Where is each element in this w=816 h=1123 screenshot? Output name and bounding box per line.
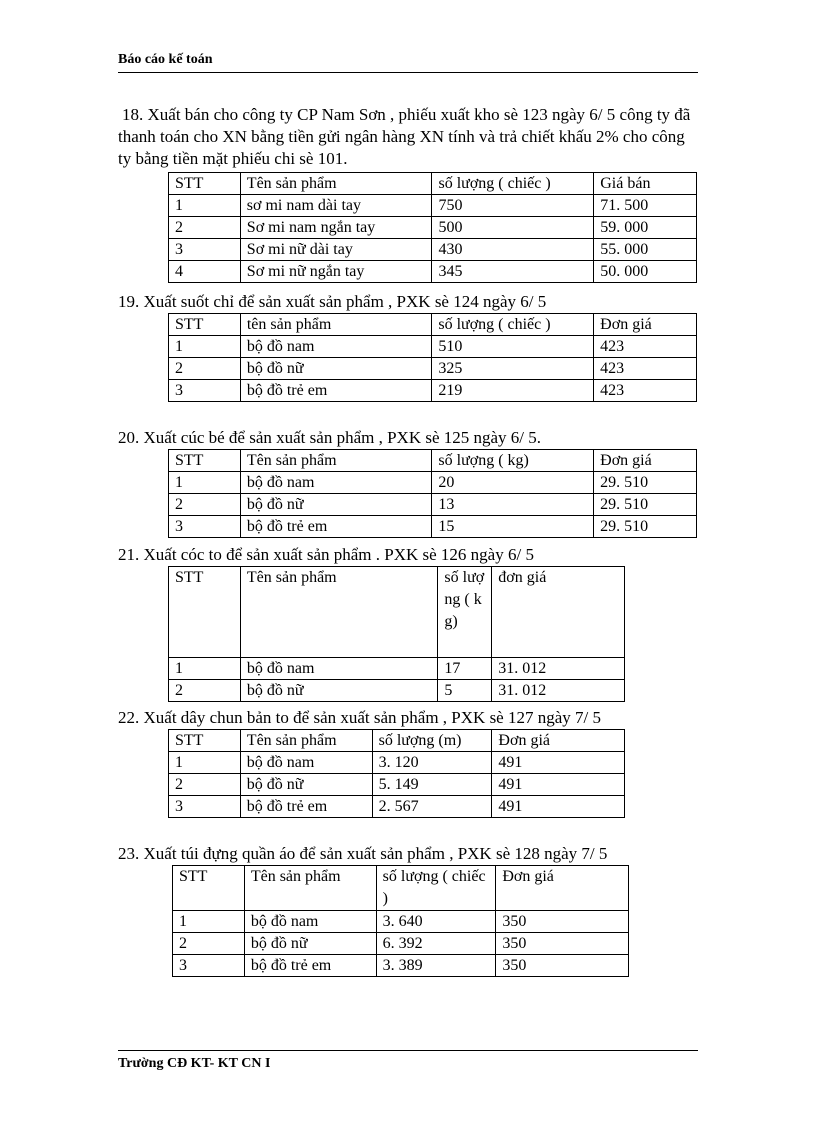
table-header-row: [169, 314, 697, 336]
cell: bộ đồ nam: [240, 472, 432, 494]
table-23: [172, 865, 629, 977]
cell: 59. 000: [594, 217, 697, 239]
header-cell: Tên sản phẩm: [240, 450, 432, 472]
cell: 500: [432, 217, 594, 239]
header-cell: Đơn giá: [594, 314, 697, 336]
cell: 20: [432, 472, 594, 494]
cell: 750: [432, 195, 594, 217]
cell: 55. 000: [594, 239, 697, 261]
header-cell: STT: [169, 314, 241, 336]
header-cell: số lượng (m): [372, 730, 492, 752]
header-cell: STT: [169, 173, 241, 195]
header-cell: đơn giá: [492, 567, 625, 658]
footer-rule: [118, 1050, 698, 1051]
table-header-row: [169, 173, 697, 195]
table-row: [169, 195, 697, 217]
header-cell: số lượng ( kg): [432, 450, 594, 472]
cell: 423: [594, 336, 697, 358]
page-footer: Trường CĐ KT- KT CN I: [118, 1056, 271, 1071]
cell: bộ đồ trẻ em: [240, 516, 432, 538]
cell: 2: [169, 680, 241, 702]
cell: 1: [169, 658, 241, 680]
cell: bộ đồ trẻ em: [240, 796, 372, 818]
table-row: [169, 336, 697, 358]
cell: 345: [432, 261, 594, 283]
table-20: [168, 449, 697, 538]
cell: 2. 567: [372, 796, 492, 818]
cell: 31. 012: [492, 680, 625, 702]
table-row: [169, 261, 697, 283]
cell: 1: [169, 472, 241, 494]
cell: 5: [438, 680, 492, 702]
cell: bộ đồ nữ: [240, 774, 372, 796]
cell: bộ đồ nữ: [244, 933, 376, 955]
cell: Sơ mi nữ ngắn tay: [240, 261, 432, 283]
header-cell: Tên sản phẩm: [240, 173, 432, 195]
cell: 3: [173, 955, 245, 977]
table-row: [169, 380, 697, 402]
cell: 350: [496, 911, 629, 933]
cell: 1: [169, 752, 241, 774]
table-row: [173, 933, 629, 955]
table-header-row: [169, 567, 625, 658]
cell: 1: [173, 911, 245, 933]
header-cell: số lượng ( chiếc ): [432, 173, 594, 195]
cell: 430: [432, 239, 594, 261]
table-row: [169, 217, 697, 239]
table-row: [169, 680, 625, 702]
table-row: [169, 516, 697, 538]
header-cell: Đơn giá: [496, 866, 629, 911]
section-20-text: 20. Xuất cúc bé để sản xuất sản phẩm , PXK sè 125 ngày 6/ 5.: [118, 428, 542, 447]
cell: bộ đồ trẻ em: [244, 955, 376, 977]
page-header: Báo cáo kế toán: [118, 52, 213, 67]
cell: bộ đồ nam: [244, 911, 376, 933]
cell: 17: [438, 658, 492, 680]
cell: 2: [173, 933, 245, 955]
cell: 15: [432, 516, 594, 538]
section-18-text: 18. Xuất bán cho công ty CP Nam Sơn , phiếu xuất kho sè 123 ngày 6/ 5 công ty đã thanh toán cho XN bằng tiền gửi ngân hàng XN tính và trả chiết khấu 2% cho công ty bằng tiền mặt phiếu chi sè 101.: [118, 105, 691, 168]
cell: 3: [169, 380, 241, 402]
cell: 2: [169, 774, 241, 796]
cell: 325: [432, 358, 594, 380]
table-row: [169, 774, 625, 796]
cell: 3. 120: [372, 752, 492, 774]
cell: 423: [594, 358, 697, 380]
cell: 3: [169, 796, 241, 818]
cell: 4: [169, 261, 241, 283]
header-cell: tên sản phẩm: [240, 314, 432, 336]
header-cell: Tên sản phẩm: [240, 730, 372, 752]
cell: 3. 389: [376, 955, 496, 977]
cell: 71. 500: [594, 195, 697, 217]
table-22: [168, 729, 625, 818]
cell: 3: [169, 239, 241, 261]
cell: 1: [169, 336, 241, 358]
cell: 491: [492, 796, 625, 818]
table-row: [169, 494, 697, 516]
header-cell: STT: [169, 730, 241, 752]
cell: 3: [169, 516, 241, 538]
table-row: [173, 955, 629, 977]
cell: 29. 510: [594, 516, 697, 538]
cell: Sơ mi nam ngắn tay: [240, 217, 432, 239]
section-19-text: 19. Xuất suốt chỉ để sản xuất sản phẩm , PXK sè 124 ngày 6/ 5: [118, 292, 547, 311]
cell: 31. 012: [492, 658, 625, 680]
table-row: [173, 911, 629, 933]
cell: 29. 510: [594, 494, 697, 516]
cell: bộ đồ nam: [240, 658, 438, 680]
table-21: [168, 566, 625, 702]
cell: 510: [432, 336, 594, 358]
cell: 219: [432, 380, 594, 402]
header-rule: [118, 72, 698, 73]
cell: 491: [492, 752, 625, 774]
cell: 1: [169, 195, 241, 217]
section-22-text: 22. Xuất dây chun bản to để sản xuất sản phẩm , PXK sè 127 ngày 7/ 5: [118, 708, 601, 727]
cell: bộ đồ trẻ em: [240, 380, 432, 402]
cell: 2: [169, 358, 241, 380]
table-header-row: [169, 730, 625, 752]
cell: 5. 149: [372, 774, 492, 796]
header-cell: STT: [173, 866, 245, 911]
cell: 423: [594, 380, 697, 402]
cell: bộ đồ nam: [240, 752, 372, 774]
header-cell: số lượng ( chiếc ): [432, 314, 594, 336]
header-cell: số lượng ( chiếc ): [376, 866, 496, 911]
table-row: [169, 796, 625, 818]
section-23-text: 23. Xuất túi đựng quần áo để sản xuất sản phẩm , PXK sè 128 ngày 7/ 5: [118, 844, 608, 863]
table-18: [168, 172, 697, 283]
table-row: [169, 752, 625, 774]
cell: 13: [432, 494, 594, 516]
header-cell: Đơn giá: [492, 730, 625, 752]
header-cell: số lượng ( kg): [438, 567, 492, 658]
cell: 3. 640: [376, 911, 496, 933]
table-header-row: [173, 866, 629, 911]
cell: 50. 000: [594, 261, 697, 283]
table-header-row: [169, 450, 697, 472]
cell: bộ đồ nam: [240, 336, 432, 358]
header-cell: Tên sản phẩm: [244, 866, 376, 911]
cell: sơ mi nam dài tay: [240, 195, 432, 217]
cell: bộ đồ nữ: [240, 680, 438, 702]
cell: bộ đồ nữ: [240, 494, 432, 516]
header-cell: Đơn giá: [594, 450, 697, 472]
table-row: [169, 239, 697, 261]
table-19: [168, 313, 697, 402]
cell: Sơ mi nữ dài tay: [240, 239, 432, 261]
cell: 2: [169, 217, 241, 239]
header-cell: STT: [169, 567, 241, 658]
header-cell: STT: [169, 450, 241, 472]
cell: bộ đồ nữ: [240, 358, 432, 380]
cell: 2: [169, 494, 241, 516]
cell: 350: [496, 955, 629, 977]
section-21-text: 21. Xuất cóc to để sản xuất sản phẩm . PXK sè 126 ngày 6/ 5: [118, 545, 534, 564]
header-cell: Tên sản phẩm: [240, 567, 438, 658]
cell: 491: [492, 774, 625, 796]
table-row: [169, 658, 625, 680]
table-row: [169, 358, 697, 380]
cell: 29. 510: [594, 472, 697, 494]
table-row: [169, 472, 697, 494]
header-cell: Giá bán: [594, 173, 697, 195]
cell: 6. 392: [376, 933, 496, 955]
cell: 350: [496, 933, 629, 955]
